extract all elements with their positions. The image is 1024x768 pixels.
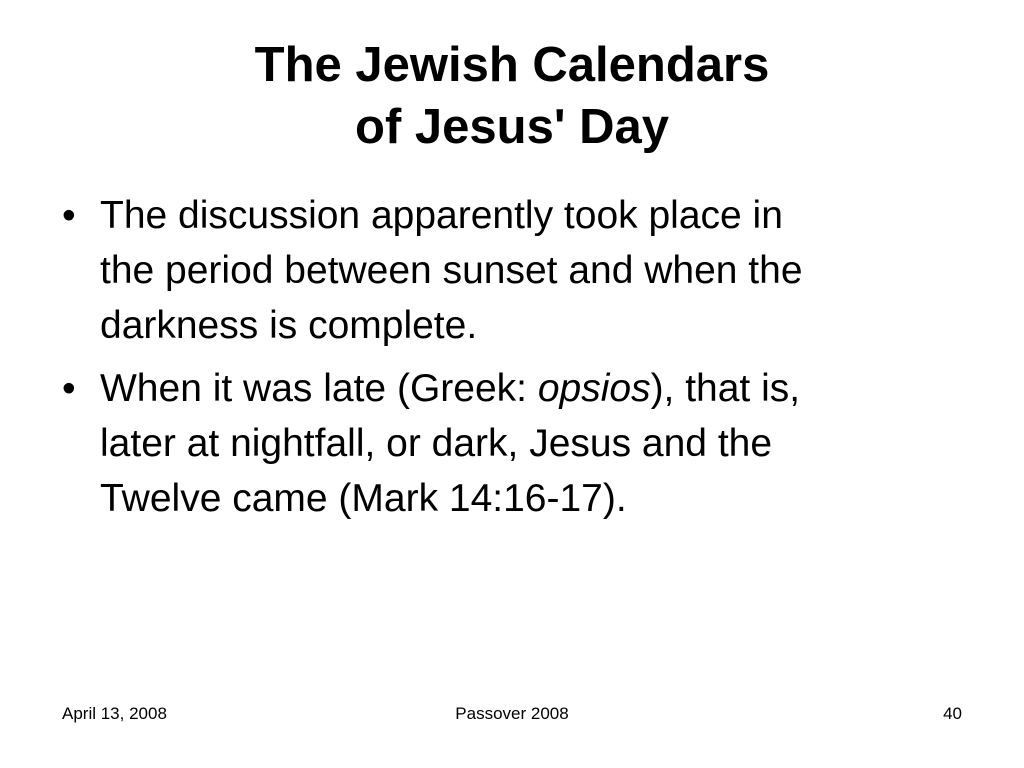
bullet-2-line-2: later at nightfall, or dark, Jesus and the (100, 422, 773, 465)
bullet-marker: • (62, 367, 76, 410)
bullet-list (62, 188, 962, 534)
bullet-2-line-1 (100, 361, 962, 416)
footer-title: Passover 2008 (455, 704, 569, 723)
slide-title (0, 34, 1024, 158)
bullet-1-line-1: The discussion apparently took place in (100, 194, 783, 237)
bullet-2-line-1-pre: When it was late (Greek: (100, 367, 538, 410)
bullet-1-line-3: darkness is complete. (100, 304, 478, 347)
bullet-1-line-2: the period between sunset and when the (100, 249, 803, 292)
slide-title-line-2: of Jesus' Day (355, 100, 669, 154)
slide-number: 40 (943, 704, 962, 723)
bullet-2-line-1-post: ), that is, (650, 367, 801, 410)
bullet-marker: • (62, 194, 76, 237)
footer-date: April 13, 2008 (62, 704, 167, 723)
bullet-item-1 (62, 188, 962, 353)
bullet-2-line-3: Twelve came (Mark 14:16-17). (100, 477, 627, 520)
greek-term: opsios (537, 367, 651, 410)
bullet-item-2 (62, 361, 962, 526)
slide-title-line-1: The Jewish Calendars (254, 38, 770, 92)
